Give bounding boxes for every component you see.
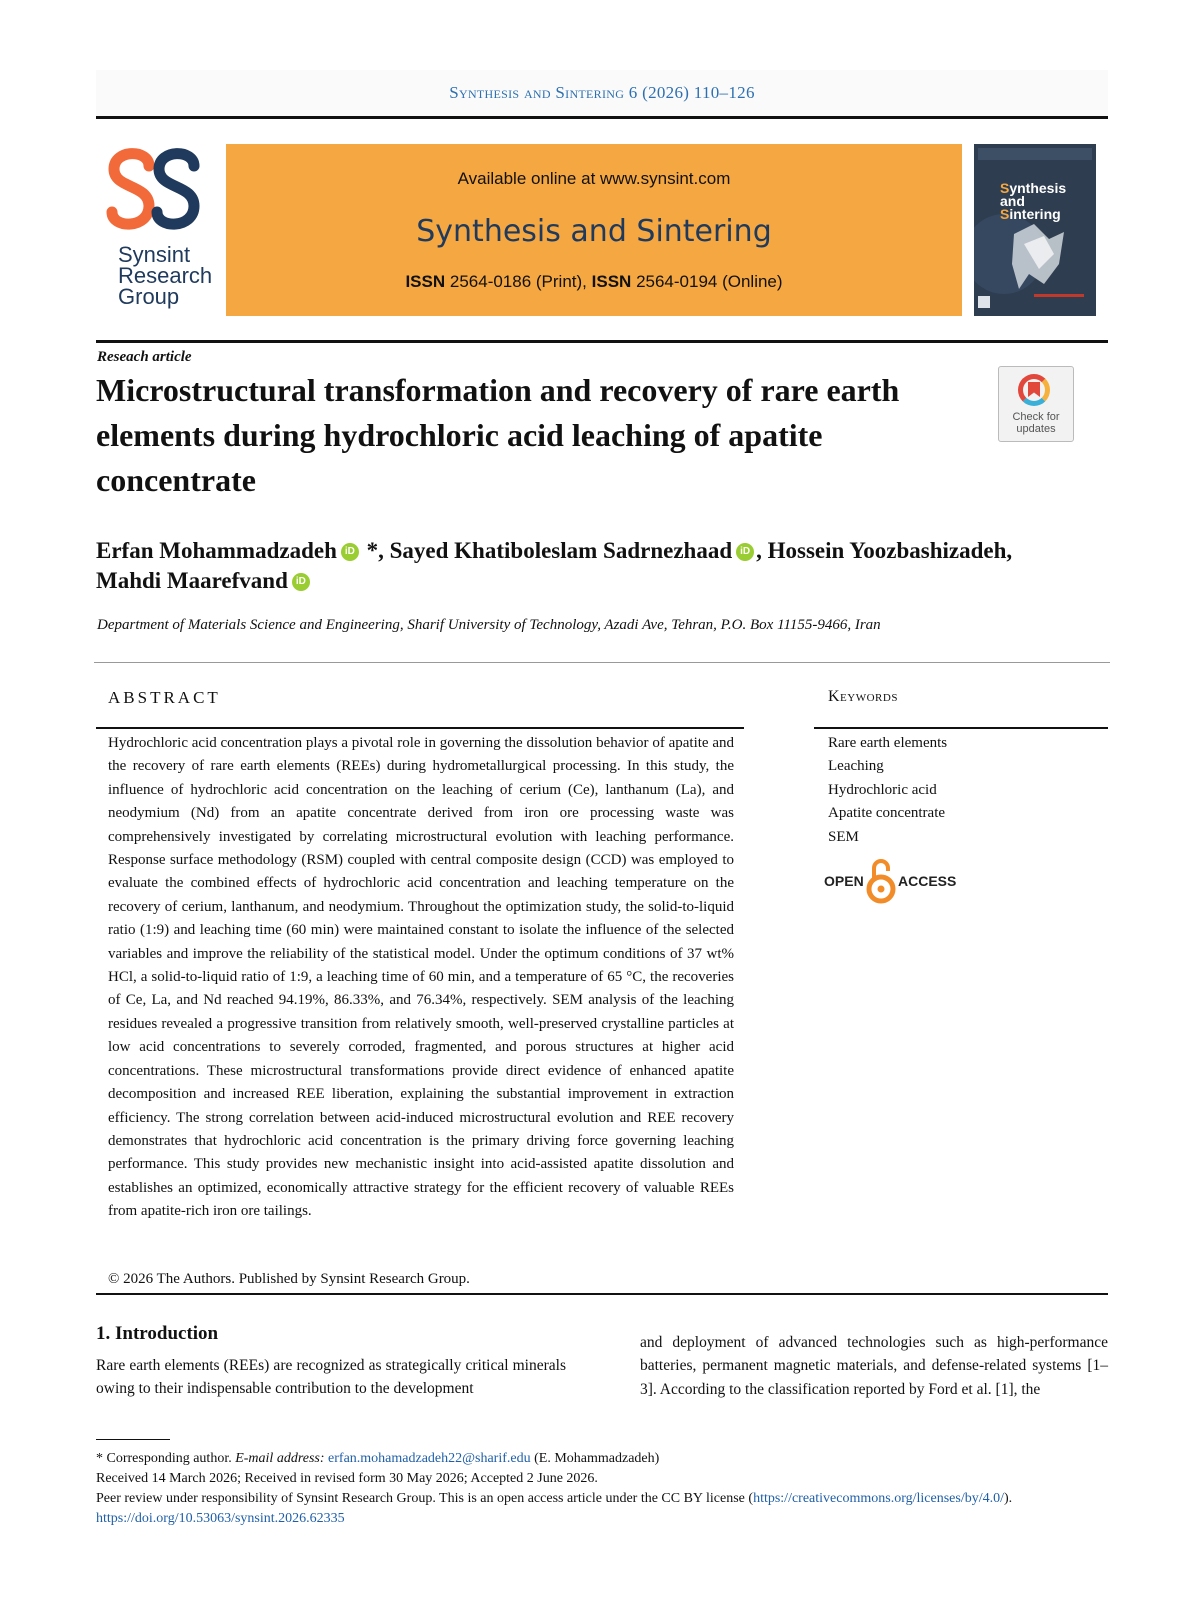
cover-title-word: and xyxy=(1000,193,1025,209)
email-link[interactable]: erfan.mohamadzadeh22@sharif.edu xyxy=(328,1451,531,1466)
issn-label: ISSN xyxy=(405,272,446,291)
intro-left-column: Rare earth elements (REEs) are recognized as strategically critical minerals owing to their indispensable contribution to the development xyxy=(96,1357,566,1398)
abstract-heading: ABSTRACT xyxy=(108,688,221,707)
orcid-icon[interactable]: iD xyxy=(292,573,310,591)
journal-banner xyxy=(226,144,962,316)
affiliation-divider xyxy=(94,662,1110,663)
keywords-rule xyxy=(814,727,1108,729)
doi-link[interactable]: https://doi.org/10.53063/synsint.2026.62335 xyxy=(96,1511,345,1526)
cover-art xyxy=(974,144,1096,316)
header-divider xyxy=(96,340,1108,343)
cover-title-word: intering xyxy=(1009,206,1061,222)
cover-title xyxy=(1000,182,1066,221)
footnotes xyxy=(96,1449,1108,1529)
check-updates-line: Check for xyxy=(1012,411,1060,423)
keyword-item: SEM xyxy=(828,828,859,845)
logo-text-line: Research xyxy=(118,263,213,288)
corresponding-author-note xyxy=(96,1449,1108,1469)
synsint-logo-icon xyxy=(104,144,204,239)
author-name[interactable]: Mahdi Maarefvand xyxy=(96,568,288,593)
author-suffix: *, xyxy=(360,538,390,563)
license-note xyxy=(96,1489,1108,1509)
license-suffix: ). xyxy=(1003,1491,1013,1506)
synsint-logo xyxy=(104,144,224,314)
abstract-bottom-rule xyxy=(96,1293,1108,1295)
check-updates-label xyxy=(999,411,1073,435)
license-prefix: Peer review under responsibility of Synsint Research Group. This is an open access article under the CC BY license ( xyxy=(96,1491,754,1506)
email-suffix: (E. Mohammadzadeh) xyxy=(534,1451,660,1466)
article-type: Reseach article xyxy=(97,349,192,365)
open-access-word: OPEN xyxy=(824,873,864,889)
keyword-list xyxy=(828,732,947,849)
author-name[interactable]: Sayed Khatiboleslam Sadrnezhaad xyxy=(389,538,733,563)
cover-title-line: Sintering xyxy=(1000,206,1061,222)
open-access-badge xyxy=(824,856,964,906)
email-label: E-mail address: xyxy=(235,1451,325,1466)
logo-text-line: Group xyxy=(118,284,180,309)
keyword-item: Rare earth elements xyxy=(828,735,948,751)
cover-title-word: ynthesis xyxy=(1009,180,1067,196)
section-heading: 1. Introduction xyxy=(96,1323,219,1344)
license-link[interactable]: https://creativecommons.org/licenses/by/4.0/ xyxy=(753,1491,1004,1506)
abstract-rule xyxy=(96,727,744,729)
received-dates: Received 14 March 2026; Received in revised form 30 May 2026; Accepted 2 June 2026. xyxy=(96,1471,598,1486)
abstract-text: Hydrochloric acid concentration plays a pivotal role in governing the dissolution behavior of apatite and the recovery of rare earth elements (REEs) during hydrometallurgical processing. In this study, the influence of hydrochloric acid concentration on the leaching of cerium (Ce), lanthanum (La), and neodymium (Nd) from an apatite concentrate derived from iron ore processing waste was comprehensively investigated by correlating microstructural evolution with leaching performance. Response surface methodology (RSM) coupled with central composite design (CCD) was employed to evaluate the combined effects of hydrochloric acid concentration and leaching temperature on the recovery of cerium, lanthanum, and neodymium. Throughout the optimization study, the solid-to-liquid ratio (1:9) and leaching time (60 min) were maintained constant to isolate the influence of the selected variables and improve the reliability of the statistical model. Under the optimum conditions of 37 wt% HCl, a solid-to-liquid ratio of 1:9, a leaching time of 60 min, and a temperature of 65 °C, the recoveries of Ce, La, and Nd reached 94.19%, 86.33%, and 76.34%, respectively. SEM analysis of the leaching residues revealed a progressive transition from relatively smooth, well-preserved crystalline particles at low acid concentrations to severely corroded, fragmented, and porous structures at higher acid concentrations. These microstructural transformations provide direct evidence of enhanced apatite decomposition and increased REE liberation, explaining the substantial improvement in extraction efficiency. The strong correlation between acid-induced microstructural evolution and REE recovery demonstrates that hydrochloric acid concentration is the primary driving force governing leaching performance. This study provides new mechanistic insight into acid-assisted apatite dissolution and establishes an optimized, economically attractive strategy for the efficient recovery of valuable REEs from apatite-rich iron ore tailings. xyxy=(108,735,734,1220)
keyword-item: Apatite concentrate xyxy=(828,805,946,822)
author-name[interactable]: Erfan Mohammadzadeh xyxy=(96,538,337,563)
affiliation: Department of Materials Science and Engineering, Sharif University of Technology, Azadi Ave, Tehran, P.O. Box 11155-9466, Iran xyxy=(97,617,881,633)
article-title: Microstructural transformation and recovery of rare earth elements during hydrochloric acid leaching of apatite concentrate xyxy=(96,372,900,498)
cover-title-line: Synthesis xyxy=(1000,180,1067,196)
copyright-notice: © 2026 The Authors. Published by Synsint Research Group. xyxy=(108,1271,470,1287)
journal-name: Synthesis and Sintering xyxy=(449,83,625,102)
journal-citation: 6 (2026) 110–126 xyxy=(628,83,755,102)
intro-right-column: and deployment of advanced technologies such as high-performance batteries, permanent magnetic materials, and defense-related systems [1–3]. According to the classification reported by Ford et al. [1], the xyxy=(640,1334,1108,1398)
orcid-icon[interactable]: iD xyxy=(341,543,359,561)
keywords-heading: Keywords xyxy=(828,688,898,705)
footnote-rule xyxy=(96,1439,170,1440)
issn-print: 2564-0186 (Print), xyxy=(449,272,587,291)
issn-label: ISSN xyxy=(591,272,632,291)
banner-issn xyxy=(226,272,962,292)
keyword-item: Leaching xyxy=(828,758,884,775)
logo-text xyxy=(118,244,212,307)
check-updates-line: updates xyxy=(1016,423,1056,435)
journal-header xyxy=(96,70,1108,119)
open-access-word: ACCESS xyxy=(898,873,957,889)
author-suffix: , xyxy=(756,538,768,563)
open-access-lock-icon xyxy=(866,856,896,904)
logo-text-line: Synsint xyxy=(118,242,191,267)
journal-banner-row xyxy=(96,140,1108,316)
banner-journal-title: Synthesis and Sintering xyxy=(416,214,772,249)
corresponding-prefix: * Corresponding author. xyxy=(96,1451,232,1466)
keyword-item: Hydrochloric acid xyxy=(828,781,937,798)
author-name[interactable]: Hossein Yoozbashizadeh, xyxy=(767,538,1013,563)
available-online-text: Available online at www.synsint.com xyxy=(457,169,731,188)
issn-online: 2564-0194 (Online) xyxy=(636,272,783,291)
orcid-icon[interactable]: iD xyxy=(736,543,754,561)
journal-cover-image xyxy=(974,144,1096,316)
author-list xyxy=(96,536,1108,596)
check-for-updates-button[interactable] xyxy=(998,366,1074,442)
